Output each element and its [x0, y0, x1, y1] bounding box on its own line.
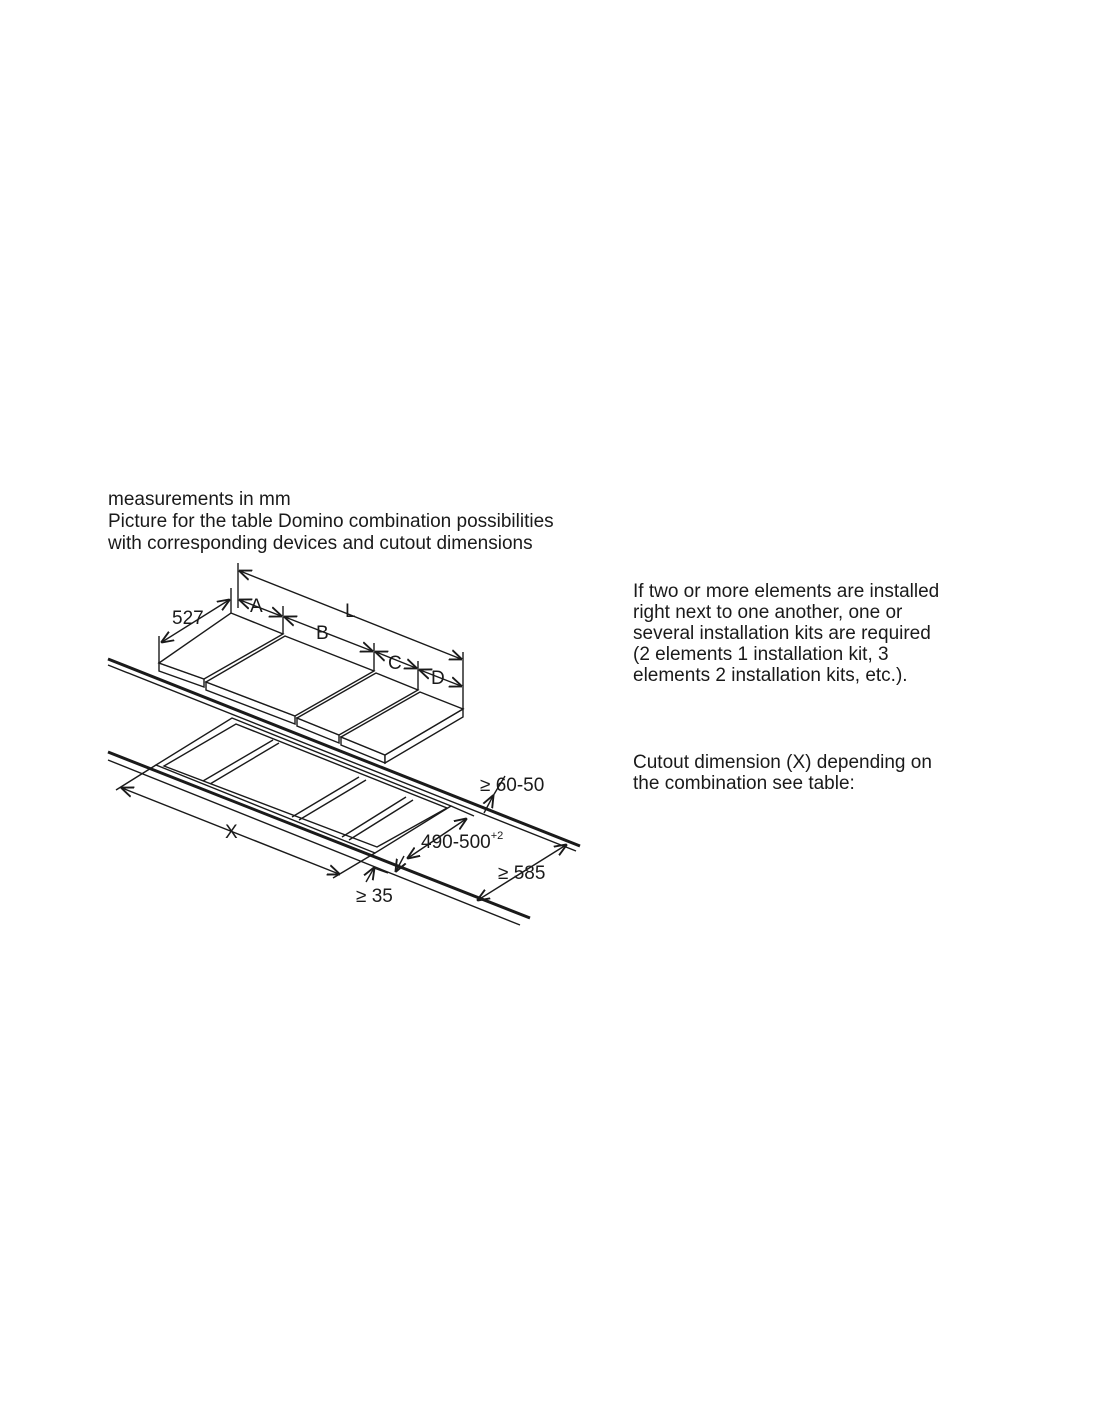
dimension-edge-distance [356, 856, 404, 907]
note-line: right next to one another, one or [633, 602, 903, 623]
depth-label: 527 [172, 608, 204, 629]
dimension-d [420, 668, 461, 689]
label-b: B [316, 623, 329, 644]
units-note: measurements in mm [108, 489, 291, 510]
label-c: C [388, 653, 402, 674]
note-line: several installation kits are required [633, 623, 931, 644]
note-line: elements 2 installation kits, etc.). [633, 665, 908, 686]
note-line: the combination see table: [633, 773, 855, 794]
dimension-cutout-depth [408, 806, 503, 858]
label-l: L [345, 601, 356, 622]
dimension-x [116, 765, 375, 878]
dimension-worktop-thickness [480, 775, 544, 813]
caption-line-3: with corresponding devices and cutout dimensions [108, 533, 533, 554]
note-line: (2 elements 1 installation kit, 3 [633, 644, 889, 665]
edge-distance-label: ≥ 35 [356, 886, 393, 907]
dimension-worktop-depth [478, 845, 566, 900]
cutout-depth-label: 490-500 [421, 832, 491, 853]
label-a: A [250, 596, 263, 617]
label-d: D [431, 668, 445, 689]
worktop-depth-label: ≥ 585 [498, 863, 546, 884]
cutout-depth-tolerance: +2 [490, 830, 504, 842]
worktop-thickness-label: ≥ 60-50 [480, 775, 545, 796]
label-x: X [225, 822, 238, 843]
note-line: If two or more elements are installed [633, 581, 940, 602]
caption-line-2: Picture for the table Domino combination possibilities [108, 511, 554, 532]
note-line: Cutout dimension (X) depending on [633, 752, 932, 773]
svg-text:490-500+2 [421, 830, 503, 853]
